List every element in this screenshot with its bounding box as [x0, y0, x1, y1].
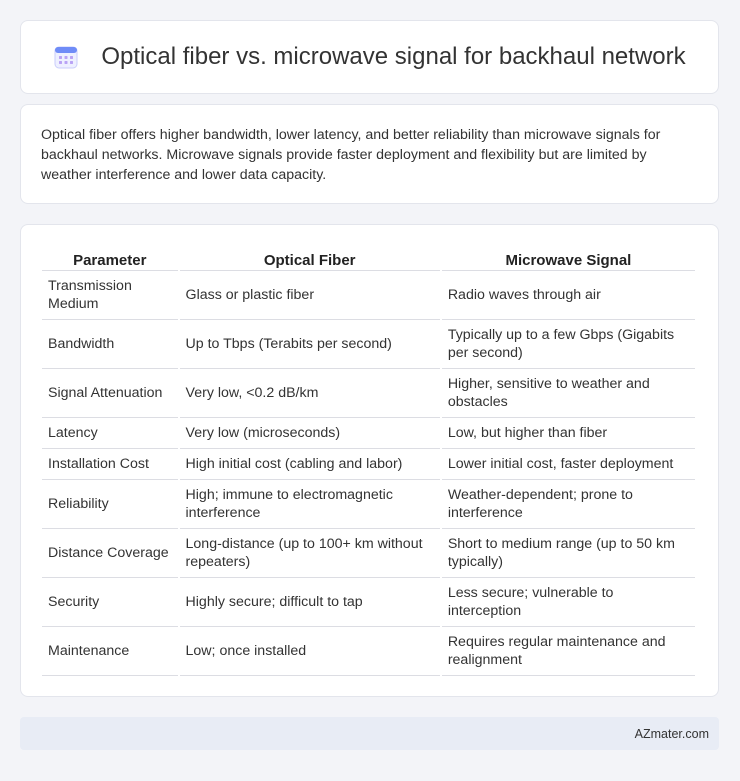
- title-card: [20, 20, 719, 94]
- table-cell: Weather-dependent; prone to interference: [442, 480, 695, 529]
- table-row: [42, 320, 695, 369]
- table-cell: Distance Coverage: [42, 529, 178, 578]
- table-row: [42, 418, 695, 449]
- table-cell: Low, but higher than fiber: [442, 418, 695, 449]
- table-cell: Lower initial cost, faster deployment: [442, 449, 695, 480]
- header-optical-fiber: Optical Fiber: [180, 245, 440, 271]
- footer-site-link[interactable]: AZmater.com: [634, 726, 709, 741]
- footer-bar: [20, 717, 719, 750]
- table-header-row: [42, 245, 695, 271]
- page-title: Optical fiber vs. microwave signal for backhaul network: [101, 43, 686, 70]
- table-cell: Reliability: [42, 480, 178, 529]
- summary-text: Optical fiber offers higher bandwidth, lower latency, and better reliability than microwave signals for backhaul networks. Microwave signals provide faster deployment and flexibility but are limited by weather interference and lower data capacity.: [41, 127, 661, 183]
- table-cell: Very low (microseconds): [180, 418, 440, 449]
- table-cell: Radio waves through air: [442, 271, 695, 320]
- table-cell: Highly secure; difficult to tap: [180, 578, 440, 627]
- header-parameter: Parameter: [42, 245, 178, 271]
- calendar-icon: [53, 44, 79, 70]
- table-cell: Signal Attenuation: [42, 369, 178, 418]
- table-cell: Latency: [42, 418, 178, 449]
- table-cell: Bandwidth: [42, 320, 178, 369]
- table-cell: Typically up to a few Gbps (Gigabits per second): [442, 320, 695, 369]
- table-cell: High; immune to electromagnetic interference: [180, 480, 440, 529]
- table-cell: Security: [42, 578, 178, 627]
- table-cell: High initial cost (cabling and labor): [180, 449, 440, 480]
- table-row: [42, 369, 695, 418]
- table-cell: Very low, <0.2 dB/km: [180, 369, 440, 418]
- table-row: [42, 449, 695, 480]
- table-cell: Long-distance (up to 100+ km without repeaters): [180, 529, 440, 578]
- comparison-table-card: [20, 224, 719, 697]
- table-cell: Less secure; vulnerable to interception: [442, 578, 695, 627]
- table-cell: Requires regular maintenance and realignment: [442, 627, 695, 676]
- table-cell: Higher, sensitive to weather and obstacles: [442, 369, 695, 418]
- table-cell: Installation Cost: [42, 449, 178, 480]
- table-cell: Glass or plastic fiber: [180, 271, 440, 320]
- table-cell: Low; once installed: [180, 627, 440, 676]
- table-cell: Transmission Medium: [42, 271, 178, 320]
- table-row: [42, 529, 695, 578]
- comparison-table: [40, 245, 697, 676]
- table-cell: Short to medium range (up to 50 km typically): [442, 529, 695, 578]
- table-row: [42, 271, 695, 320]
- table-cell: Up to Tbps (Terabits per second): [180, 320, 440, 369]
- table-row: [42, 480, 695, 529]
- summary-card: [20, 104, 719, 204]
- table-row: [42, 578, 695, 627]
- header-microwave-signal: Microwave Signal: [442, 245, 695, 271]
- table-row: [42, 627, 695, 676]
- table-cell: Maintenance: [42, 627, 178, 676]
